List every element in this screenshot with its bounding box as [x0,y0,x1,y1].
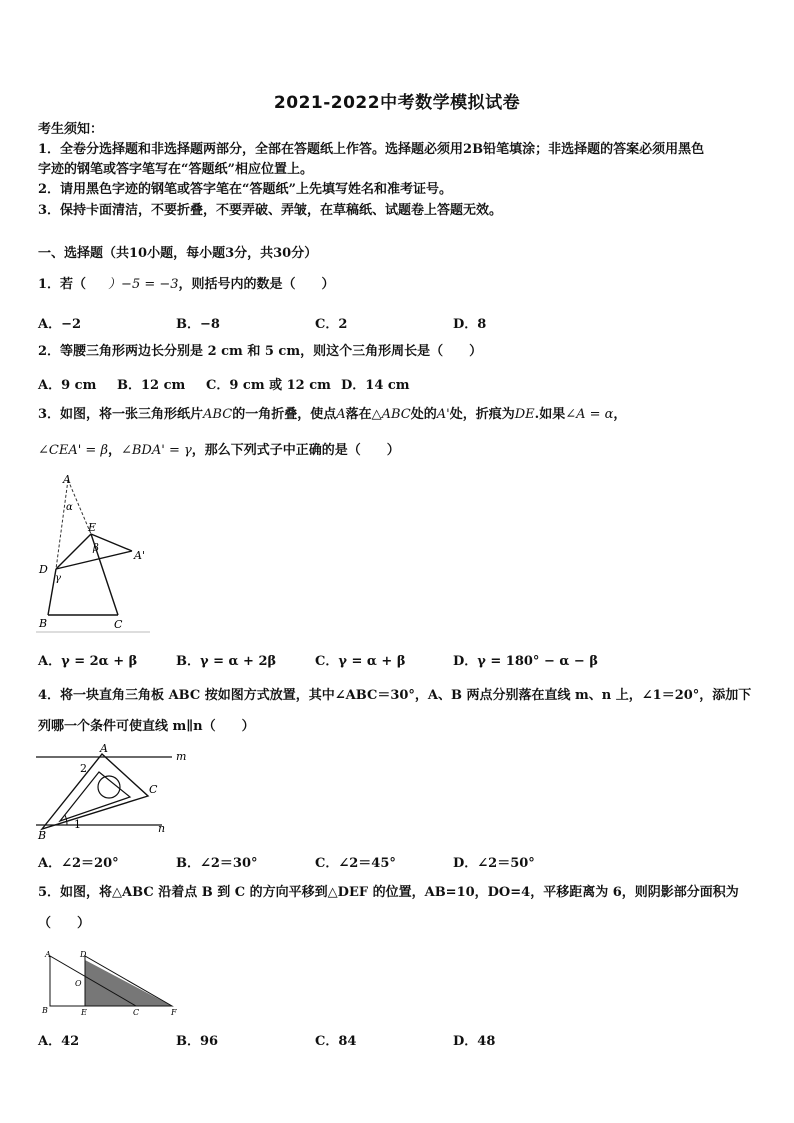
q5-option-b[interactable]: B．96 [176,1034,219,1049]
q3-aprime: A' [436,407,450,422]
q3-label-b: B [39,617,48,630]
q4-option-c[interactable]: C．∠2＝45° [315,856,396,871]
question-3-line-1 [38,405,626,424]
q3-a: A [336,407,346,422]
q3-label-beta: β [93,543,99,554]
q5-figure [36,944,184,1022]
q4-label-2: 2 [80,762,87,775]
q3-label-gamma: γ [55,573,61,584]
q3-label-alpha: α [66,502,73,513]
section-heading: 一、选择题（共10小题，每小题3分，共30分） [38,246,318,261]
q3-label-d: D [39,563,48,576]
q3-option-c[interactable]: C．γ = α + β [315,654,406,669]
q4-option-d[interactable]: D．∠2＝50° [453,856,535,871]
q1-prefix: 1．若（ [38,277,87,292]
notice-heading: 考生须知： [38,122,104,137]
q3-text-5: 处，折痕为 [449,407,515,422]
question-2-stem: 2．等腰三角形两边长分别是 2 cm 和 5 cm，则这个三角形周长是（ ） [38,344,483,359]
q4-label-n: n [158,822,166,835]
q3-cond-2: ∠CEA' = β [38,443,108,458]
q5-label-f: F [171,1008,177,1017]
q4-figure [36,742,192,842]
q3-label-a-prime: A' [134,549,145,562]
question-5-line-1: 5．如图，将△ABC 沿着点 B 到 C 的方向平移到△DEF 的位置，AB=10，DO=4，平移距离为 6，则阴影部分面积为 [38,885,739,900]
q3-cond-3: ∠BDA' = γ [120,443,192,458]
notice-line-3: 3．保持卡面清洁，不要折叠，不要弄破、弄皱，在草稿纸、试题卷上答题无效。 [38,203,503,218]
q3-text-3: 落在 [345,407,372,422]
q3-option-b[interactable]: B．γ = α + 2β [176,654,277,669]
q3-text-4: 处的 [410,407,437,422]
q2-option-a[interactable]: A．9 cm [38,378,97,393]
q3-fold-de [56,534,91,569]
q3-label-c: C [114,618,123,631]
q3-option-a[interactable]: A．γ = 2α + β [38,654,138,669]
q3-text-1: 3．如图，将一张三角形纸片 [38,407,204,422]
q3-text-7: ，那么下列式子中正确的是（ ） [191,443,400,458]
q3-sep-2: ， [107,443,121,458]
q3-de: DE [514,407,535,422]
q1-option-b[interactable]: B．−8 [176,317,220,332]
q4-label-c: C [149,783,158,796]
q5-label-o: O [75,979,82,988]
q1-suffix: ，则括号内的数是（ ） [178,277,335,292]
q4-label-a: A [100,742,108,755]
q4-angle-1-arc [65,815,67,825]
q1-expr: ）−5 = −3 [108,277,179,292]
question-5-line-2: （ ） [38,916,91,931]
q4-label-b: B [38,829,47,842]
q5-option-d[interactable]: D．48 [453,1034,496,1049]
q4-label-m: m [176,750,187,763]
q3-figure [36,472,152,634]
question-3-line-2 [38,441,400,460]
q5-label-d: D [80,950,87,959]
q2-option-d[interactable]: D．14 cm [341,378,410,393]
q3-text-2: 的一角折叠，使点 [232,407,337,422]
q5-label-c: C [133,1008,140,1017]
q1-option-d[interactable]: D．8 [453,317,487,332]
q4-triangle-inner [60,772,130,821]
page-title: 2021-2022中考数学模拟试卷 [273,93,521,113]
q4-option-b[interactable]: B．∠2＝30° [176,856,258,871]
notice-line-1b: 字迹的钢笔或答字笔写在“答题纸”相应位置上。 [38,162,313,177]
q5-label-e: E [81,1008,87,1017]
notice-line-1a: 1．全卷分选择题和非选择题两部分，全部在答题纸上作答。选择题必须用2B铅笔填涂；非选择题的答案必须用黑色 [38,142,705,157]
question-4-line-1: 4．将一块直角三角板 ABC 按如图方式放置，其中∠ABC＝30°，A、B 两点分别落在直线 m、n 上，∠1＝20°，添加下 [38,688,752,703]
question-1-stem [38,275,335,294]
q4-option-a[interactable]: A．∠2＝20° [38,856,119,871]
q3-label-a: A [63,473,71,486]
q5-option-c[interactable]: C．84 [315,1034,357,1049]
q3-dashed-ad [56,480,68,569]
q5-shaded-region [85,960,172,1006]
q4-triangle-outer [42,754,148,829]
q5-option-a[interactable]: A．42 [38,1034,80,1049]
q3-text-6: .如果 [534,407,566,422]
q3-option-d[interactable]: D．γ = 180° − α − β [453,654,598,669]
q3-cond-1: ∠A = α [565,407,614,422]
q3-abc: ABC [203,407,233,422]
q5-label-b: B [42,1006,48,1015]
notice-line-2: 2．请用黑色字迹的钢笔或答字笔在“答题纸”上先填写姓名和准考证号。 [38,182,453,197]
question-4-line-2: 列哪一个条件可使直线 m∥n（ ） [38,719,255,734]
q2-option-b[interactable]: B．12 cm [117,378,186,393]
q3-label-e: E [88,521,97,534]
q2-option-c[interactable]: C．9 cm 或 12 cm [206,378,331,393]
q3-tri: △ABC [371,407,411,422]
q5-label-a: A [45,950,51,959]
q1-option-a[interactable]: A．−2 [38,317,82,332]
q3-sep-1: ， [613,407,627,422]
q1-option-c[interactable]: C．2 [315,317,348,332]
q4-label-1: 1 [74,818,81,831]
